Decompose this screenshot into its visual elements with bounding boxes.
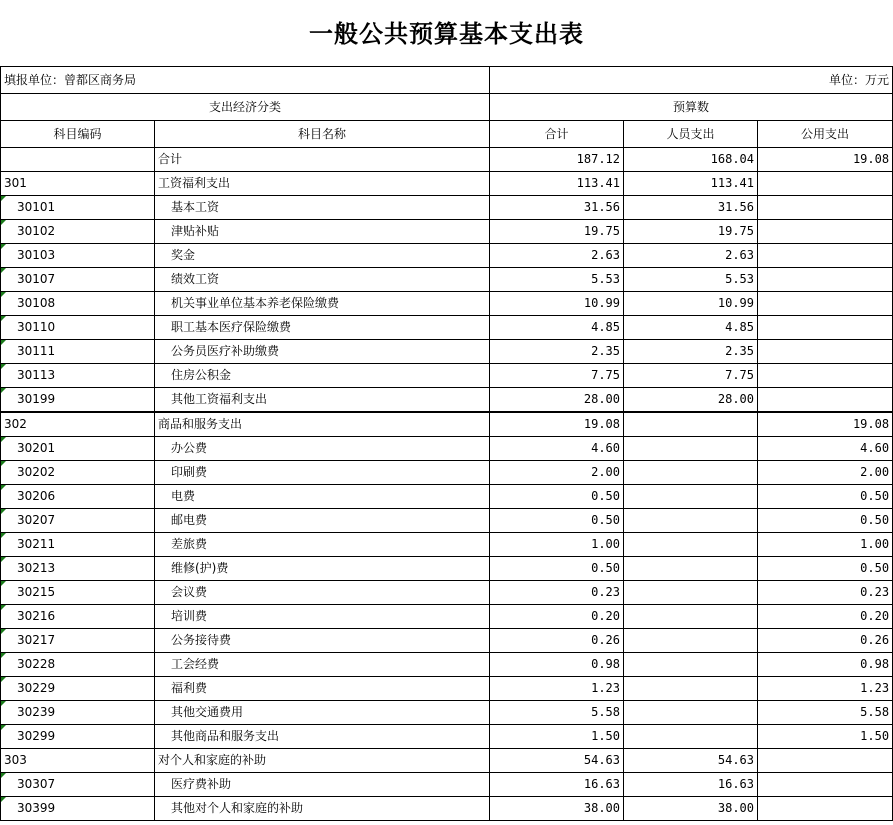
cell-personnel: 5.53 [624,268,758,292]
cell-total: 31.56 [490,196,624,220]
cell-code [1,148,155,172]
cell-code: 302 [1,412,155,437]
cell-personnel [624,653,758,677]
table-row [1,148,893,172]
cell-code: 30215 [1,581,155,605]
title-row [1,0,893,67]
cell-public: 0.98 [758,653,893,677]
cell-name: 商品和服务支出 [155,412,490,437]
cell-name: 其他对个人和家庭的补助 [155,797,490,821]
header-public: 公用支出 [758,121,893,148]
header-budget-amount: 预算数 [490,94,893,121]
cell-personnel: 31.56 [624,196,758,220]
cell-code: 30216 [1,605,155,629]
cell-personnel: 113.41 [624,172,758,196]
header-expense-classification: 支出经济分类 [1,94,490,121]
cell-public: 19.08 [758,412,893,437]
cell-personnel: 38.00 [624,797,758,821]
table-row [1,268,893,292]
cell-personnel [624,412,758,437]
cell-name: 其他工资福利支出 [155,388,490,413]
cell-personnel: 168.04 [624,148,758,172]
cell-name: 基本工资 [155,196,490,220]
cell-code: 30202 [1,461,155,485]
cell-personnel: 4.85 [624,316,758,340]
cell-public [758,340,893,364]
cell-code: 30206 [1,485,155,509]
cell-name: 机关事业单位基本养老保险缴费 [155,292,490,316]
cell-code: 30110 [1,316,155,340]
header-name: 科目名称 [155,121,490,148]
cell-code: 30229 [1,677,155,701]
cell-total: 0.50 [490,485,624,509]
cell-personnel [624,557,758,581]
cell-public: 0.50 [758,557,893,581]
cell-name: 津贴补贴 [155,220,490,244]
cell-public [758,172,893,196]
cell-public: 19.08 [758,148,893,172]
cell-name: 奖金 [155,244,490,268]
header-total: 合计 [490,121,624,148]
cell-total: 54.63 [490,749,624,773]
cell-personnel [624,485,758,509]
table-row [1,316,893,340]
cell-name: 合计 [155,148,490,172]
table-row [1,653,893,677]
table-row [1,220,893,244]
cell-code: 30101 [1,196,155,220]
cell-name: 维修(护)费 [155,557,490,581]
cell-code: 30201 [1,437,155,461]
cell-public: 1.50 [758,725,893,749]
cell-code: 30207 [1,509,155,533]
cell-code: 30399 [1,797,155,821]
cell-public [758,268,893,292]
cell-public [758,316,893,340]
cell-personnel [624,701,758,725]
cell-name: 职工基本医疗保险缴费 [155,316,490,340]
table-row [1,172,893,196]
cell-name: 印刷费 [155,461,490,485]
cell-total: 19.75 [490,220,624,244]
table-row [1,581,893,605]
cell-total: 2.00 [490,461,624,485]
table-row [1,244,893,268]
cell-name: 培训费 [155,605,490,629]
cell-total: 5.58 [490,701,624,725]
cell-public [758,773,893,797]
cell-code: 30213 [1,557,155,581]
cell-personnel: 2.35 [624,340,758,364]
cell-total: 1.50 [490,725,624,749]
cell-name: 办公费 [155,437,490,461]
group-header-row [1,94,893,121]
cell-code: 30217 [1,629,155,653]
cell-public [758,797,893,821]
cell-personnel [624,533,758,557]
column-header-row [1,121,893,148]
table-row [1,412,893,437]
cell-code: 30113 [1,364,155,388]
cell-personnel [624,677,758,701]
cell-code: 301 [1,172,155,196]
meta-row [1,67,893,94]
cell-total: 1.00 [490,533,624,557]
cell-total: 4.85 [490,316,624,340]
currency-unit: 单位：万元 [490,67,893,94]
cell-total: 187.12 [490,148,624,172]
cell-code: 30299 [1,725,155,749]
cell-total: 2.63 [490,244,624,268]
table-row [1,437,893,461]
cell-public [758,292,893,316]
cell-personnel [624,581,758,605]
cell-public [758,196,893,220]
table-row [1,292,893,316]
cell-name: 电费 [155,485,490,509]
cell-personnel: 10.99 [624,292,758,316]
cell-total: 38.00 [490,797,624,821]
cell-total: 0.20 [490,605,624,629]
cell-code: 30102 [1,220,155,244]
cell-public: 0.20 [758,605,893,629]
cell-public: 4.60 [758,437,893,461]
cell-total: 16.63 [490,773,624,797]
cell-name: 其他交通费用 [155,701,490,725]
cell-name: 其他商品和服务支出 [155,725,490,749]
cell-total: 113.41 [490,172,624,196]
cell-personnel: 7.75 [624,364,758,388]
cell-name: 医疗费补助 [155,773,490,797]
cell-name: 工资福利支出 [155,172,490,196]
cell-total: 2.35 [490,340,624,364]
table-row [1,196,893,220]
cell-name: 会议费 [155,581,490,605]
cell-total: 0.50 [490,557,624,581]
cell-public [758,244,893,268]
cell-public [758,364,893,388]
table-row [1,340,893,364]
cell-public: 0.23 [758,581,893,605]
cell-total: 1.23 [490,677,624,701]
cell-name: 住房公积金 [155,364,490,388]
cell-code: 303 [1,749,155,773]
table-row [1,364,893,388]
cell-total: 19.08 [490,412,624,437]
cell-personnel: 28.00 [624,388,758,413]
cell-name: 差旅费 [155,533,490,557]
cell-personnel: 19.75 [624,220,758,244]
table-row [1,485,893,509]
cell-public: 0.50 [758,509,893,533]
cell-personnel [624,437,758,461]
cell-total: 0.26 [490,629,624,653]
cell-name: 对个人和家庭的补助 [155,749,490,773]
cell-public: 0.50 [758,485,893,509]
table-row [1,461,893,485]
cell-public: 1.23 [758,677,893,701]
cell-name: 公务接待费 [155,629,490,653]
cell-code: 30111 [1,340,155,364]
cell-code: 30107 [1,268,155,292]
cell-code: 30103 [1,244,155,268]
table-row [1,605,893,629]
cell-public: 2.00 [758,461,893,485]
cell-public: 5.58 [758,701,893,725]
cell-total: 28.00 [490,388,624,413]
page-title: 一般公共预算基本支出表 [1,0,893,67]
cell-name: 邮电费 [155,509,490,533]
cell-total: 0.98 [490,653,624,677]
table-row [1,701,893,725]
cell-name: 公务员医疗补助缴费 [155,340,490,364]
table-row [1,773,893,797]
cell-code: 30211 [1,533,155,557]
cell-code: 30239 [1,701,155,725]
cell-name: 绩效工资 [155,268,490,292]
cell-total: 4.60 [490,437,624,461]
cell-personnel: 2.63 [624,244,758,268]
cell-total: 5.53 [490,268,624,292]
cell-personnel: 54.63 [624,749,758,773]
cell-name: 工会经费 [155,653,490,677]
table-row [1,749,893,773]
cell-public [758,388,893,413]
cell-code: 30307 [1,773,155,797]
cell-code: 30108 [1,292,155,316]
table-row [1,509,893,533]
cell-public: 1.00 [758,533,893,557]
cell-total: 10.99 [490,292,624,316]
cell-public: 0.26 [758,629,893,653]
cell-total: 7.75 [490,364,624,388]
cell-code: 30228 [1,653,155,677]
table-row [1,629,893,653]
header-personnel: 人员支出 [624,121,758,148]
header-code: 科目编码 [1,121,155,148]
table-row [1,557,893,581]
table-row [1,533,893,557]
cell-total: 0.50 [490,509,624,533]
cell-personnel [624,725,758,749]
cell-personnel [624,461,758,485]
table-row [1,725,893,749]
cell-public [758,220,893,244]
cell-personnel [624,509,758,533]
cell-total: 0.23 [490,581,624,605]
cell-personnel [624,605,758,629]
cell-name: 福利费 [155,677,490,701]
table-row [1,677,893,701]
cell-personnel [624,629,758,653]
reporting-unit: 填报单位：曾都区商务局 [1,67,490,94]
cell-personnel: 16.63 [624,773,758,797]
cell-public [758,749,893,773]
cell-code: 30199 [1,388,155,413]
table-row [1,388,893,413]
table-row [1,797,893,821]
